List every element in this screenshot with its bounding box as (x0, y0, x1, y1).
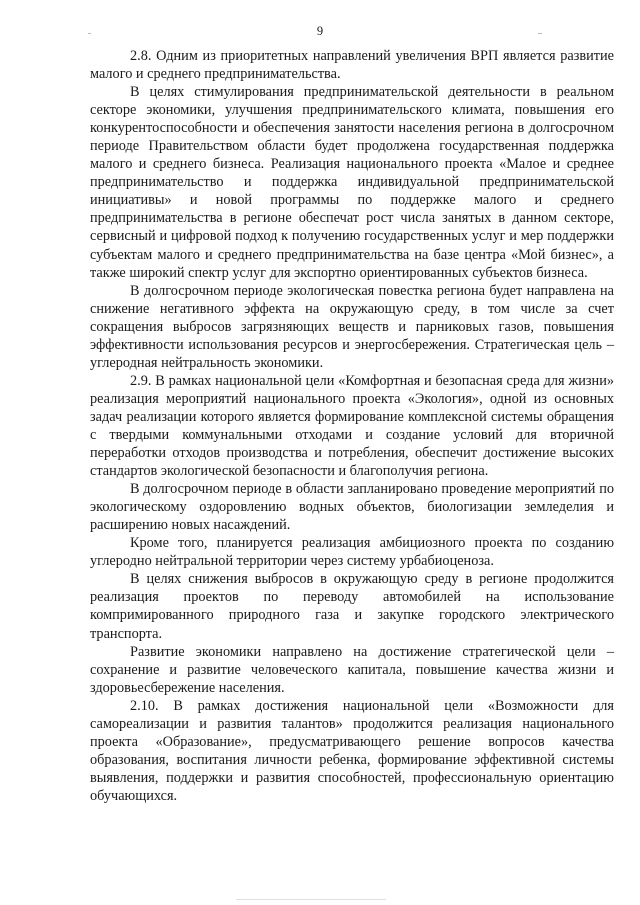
paragraph-ecological-agenda: В долгосрочном периоде экологическая повестка региона будет направлена на снижение негативного эффекта на окружающую среду, в том числе за счет сокращения выбросов загрязняющих веществ и парниковых газов, повышения эффективности использования ресурсов и энергосбережения. Стратегическая цель – углеродная нейтральность экономики. (90, 282, 614, 371)
scan-artifact-bottom-center (236, 899, 386, 900)
paragraph-2-8: 2.8. Одним из приоритетных направлений увеличения ВРП является развитие малого и среднего предпринимательства. (90, 48, 614, 83)
paragraph-human-capital: Развитие экономики направлено на достижение стратегической цели – сохранение и развитие человеческого капитала, повышение качества жизни и здоровьесбережение населения. (90, 643, 614, 696)
paragraph-2-9: 2.9. В рамках национальной цели «Комфортная и безопасная среда для жизни» реализация мероприятий национального проекта «Экология», одной из основных задач реализации которого является формирование комплексной системы обращения с твердыми коммунальными отходами и создание условий для вторичной переработки отходов производства и потребления, обеспечит достижение высоких стандартов экологической безопасности и благополучия региона. (90, 372, 614, 480)
paragraph-water-objects: В долгосрочном периоде в области запланировано проведение мероприятий по экологическому оздоровлению водных объектов, биологизации земледелия и расширению новых насаждений. (90, 481, 614, 534)
paragraph-carbon-neutral-territory: Кроме того, планируется реализация амбициозного проекта по созданию углеродно нейтральной территории через систему урбабиоценоза. (90, 535, 614, 570)
paragraph-small-business-support: В целях стимулирования предпринимательской деятельности в реальном секторе экономики, улучшения предпринимательского климата, повышения его конкурентоспособности и обеспечения занятости населения региона в долгосрочном периоде Правительством области будет продолжена государственная поддержка малого и среднего бизнеса. Реализация национального проекта «Малое и среднее предпринимательство и поддержка индивидуальной предпринимательской инициативы» и новой программы по поддержке малого и среднего предпринимательства в регионе обеспечат рост числа занятых в данном секторе, сервисный и цифровой подход к получению государственных услуг и мер поддержки субъектам малого и среднего предпринимательства на базе центра «Мой бизнес», а также широкий спектр услуг для экспортно ориентированных субъектов бизнеса. (90, 84, 614, 281)
paragraph-2-10: 2.10. В рамках достижения национальной цели «Возможности для самореализации и развития талантов» продолжится реализация национального проекта «Образование», предусматривающего решение вопросов качества образования, воспитания личности ребенка, формирование эффективной системы выявления, поддержки и развития способностей, профессиональную ориентацию обучающихся. (90, 697, 614, 804)
page-number: 9 (316, 24, 324, 38)
document-body (90, 47, 614, 805)
paragraph-emissions-transport: В целях снижения выбросов в окружающую среду в регионе продолжится реализация проектов по переводу автомобилей на использование компримированного природного газа и закупке городского электрического транспорта. (90, 571, 614, 642)
